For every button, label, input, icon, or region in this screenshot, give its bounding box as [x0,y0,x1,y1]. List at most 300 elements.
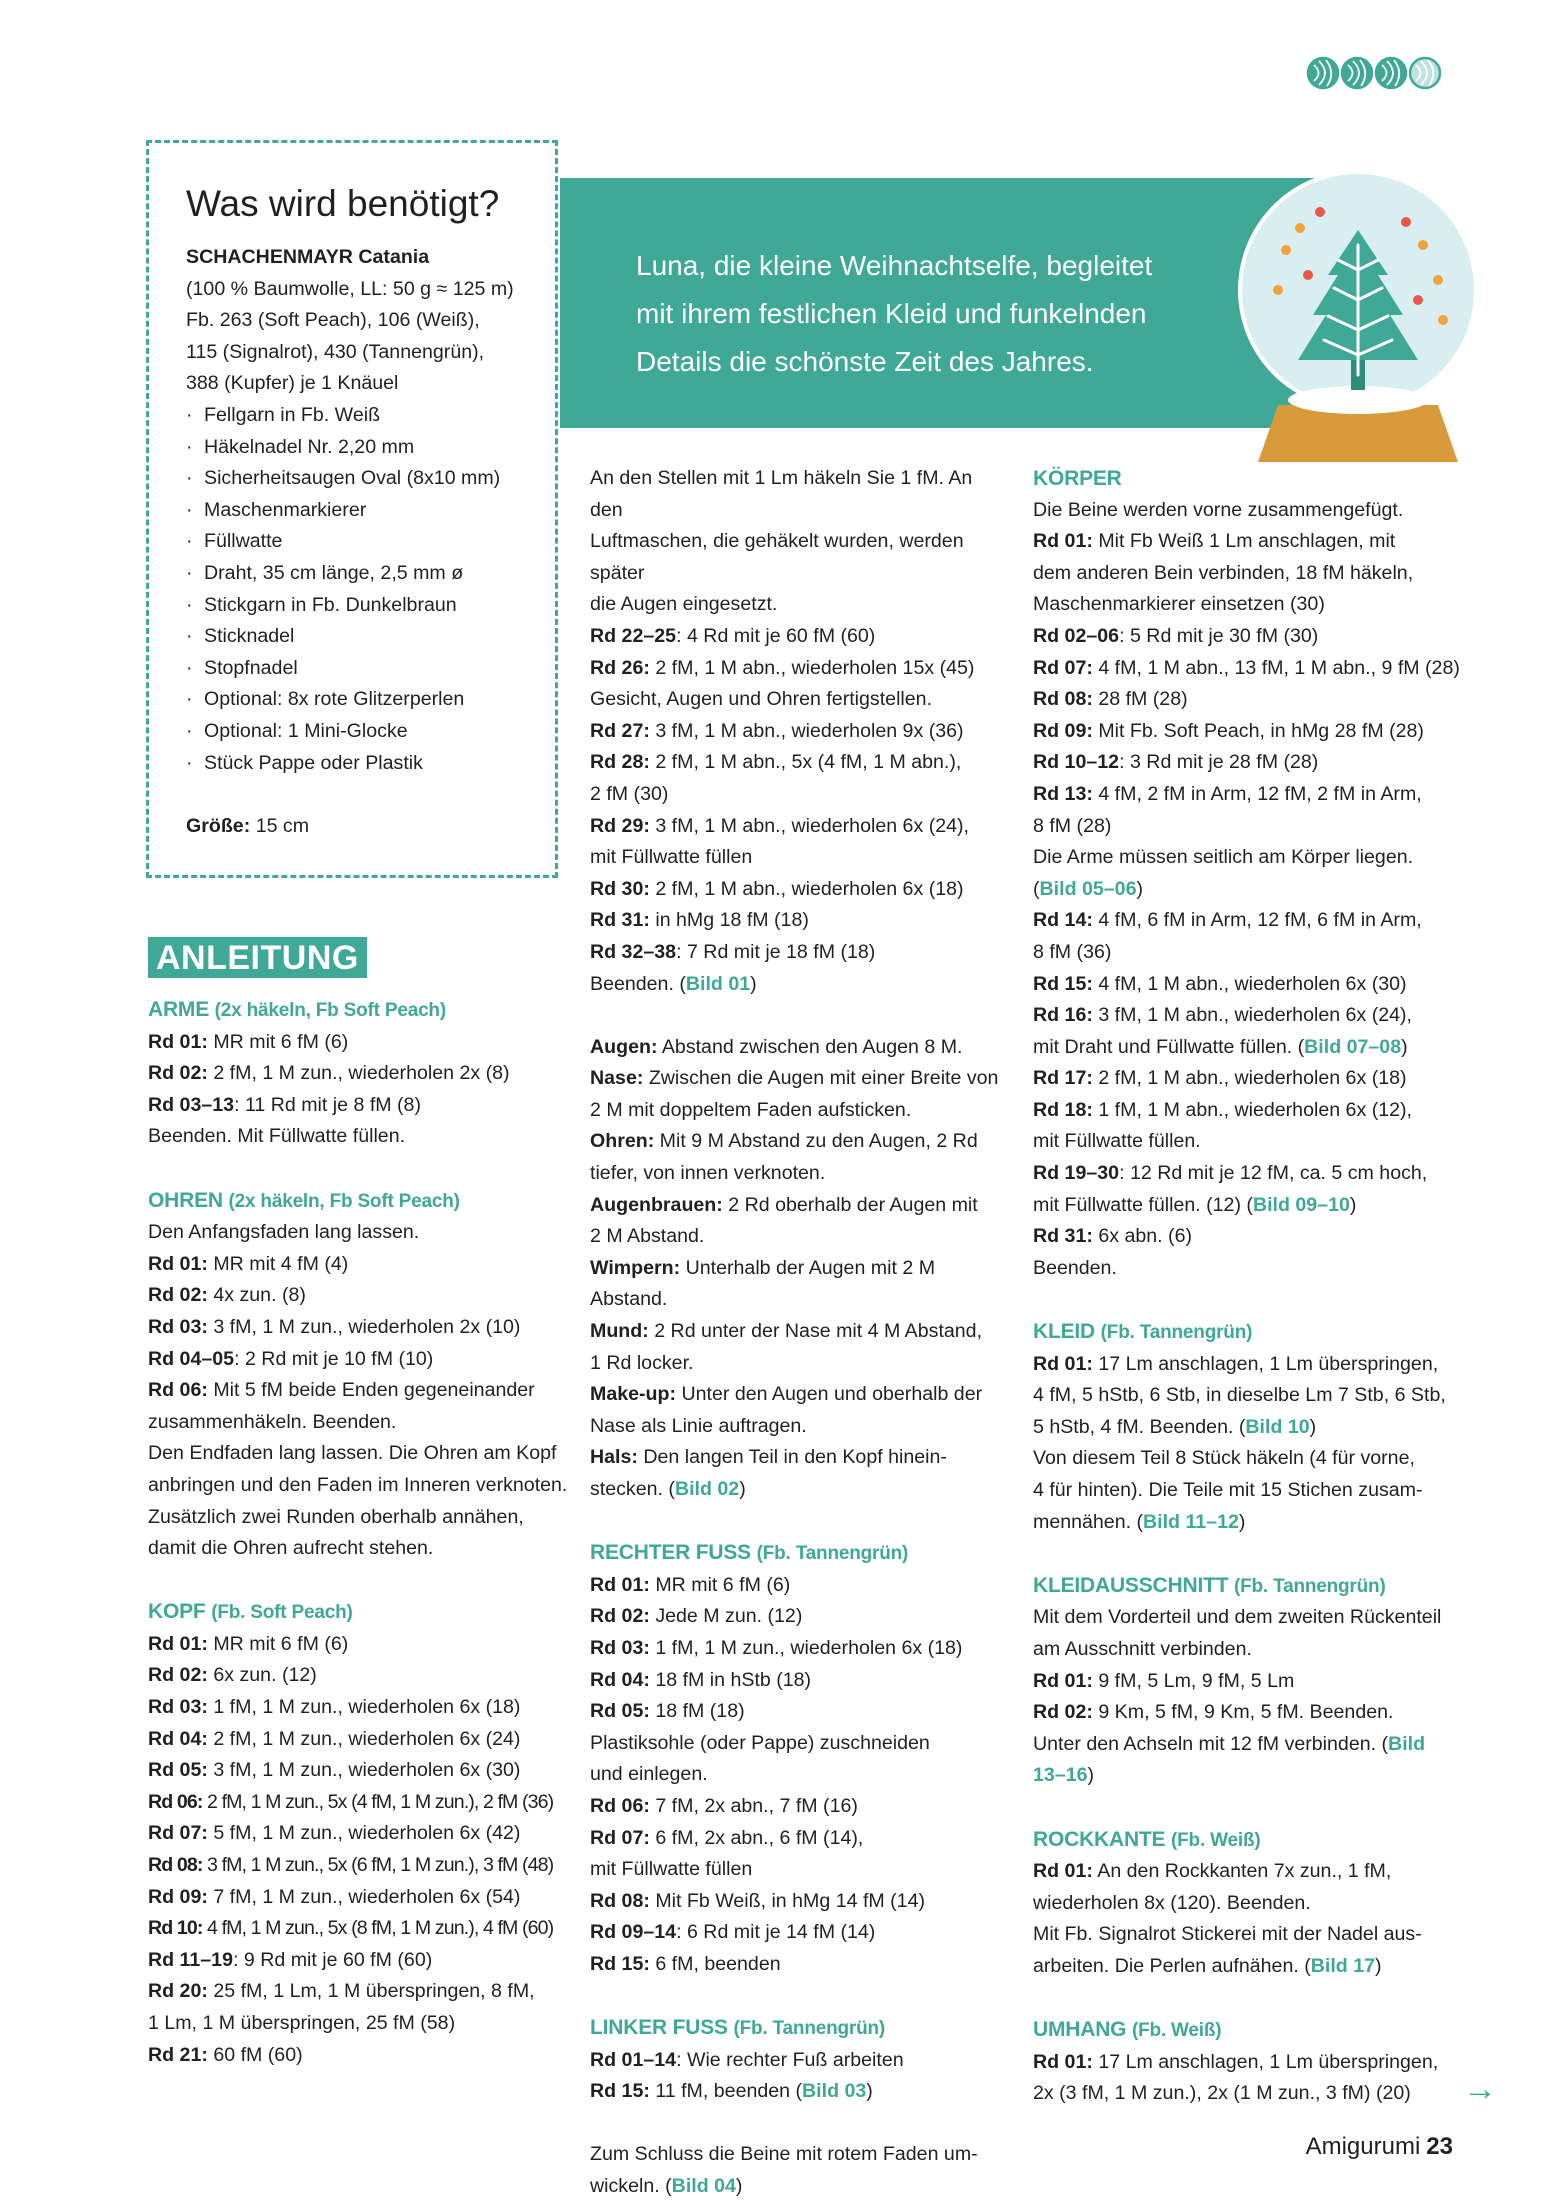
material-item: · Sicherheitsaugen Oval (8x10 mm) [186,463,546,495]
row-label: Rd 17: [1033,1067,1093,1090]
row-label: Rd 03: [148,1696,208,1719]
instruction-row [1033,1634,1463,1666]
instruction-row [1033,589,1463,621]
instruction-row [1033,1349,1463,1381]
row-after: ) [1349,1193,1357,1216]
instructions-heading: ANLEITUNG [148,937,367,978]
row-label: Rd 32–38 [590,940,677,963]
spacer [148,1565,568,1597]
row-text: Luftmaschen, die gehäkelt wurden, werden später [590,530,964,584]
row-text: 2 fM, 1 M abn., wiederholen 15x (45) [649,656,975,679]
instruction-row [148,1312,568,1344]
row-label: Rd 06: [148,1790,203,1813]
row-text: mennähen. ( [1033,1510,1144,1533]
row-label: Rd 13: [1033,782,1093,805]
material-item: · Füllwatte [186,526,546,558]
picture-ref: Bild 01 [685,972,751,995]
koerper-title: KÖRPER [1033,467,1122,490]
instruction-row [148,1407,568,1439]
instruction-row [590,1474,1010,1506]
instruction-row [590,1570,1010,1602]
instruction-row [1033,684,1463,716]
row-label: Rd 29: [590,814,650,837]
row-label: Rd 16: [1033,1004,1093,1027]
row-text: 4 fM, 5 hStb, 6 Stb, in dieselbe Lm 7 Stb, 6 Stb, [1033,1384,1446,1407]
row-text: 4 fM, 2 fM in Arm, 12 fM, 2 fM in Arm, [1092,782,1422,805]
row-text: 9 Km, 5 fM, 9 Km, 5 fM. Beenden. [1092,1701,1394,1724]
row-label: Mund: [590,1320,649,1343]
instruction-row [590,905,1010,937]
instruction-row [148,1249,568,1281]
spacer [590,1000,1010,1032]
instruction-row [148,2008,568,2040]
instruction-row [148,1787,568,1819]
instruction-row [148,1438,568,1470]
linker-fuss-subtitle: (Fb. Tannengrün) [733,2018,886,2040]
row-label: Rd 21: [148,2043,208,2066]
row-text: 3 fM, 1 M abn., wiederholen 6x (24), [1092,1004,1412,1027]
row-after: ) [1401,1035,1408,1058]
instruction-row [148,1470,568,1502]
yarn-line: 388 (Kupfer) je 1 Knäuel [186,372,399,395]
row-text: 2 Rd unter der Nase mit 4 M Abstand, [648,1320,983,1343]
row-text: : 6 Rd mit je 14 fM (14) [676,1921,876,1944]
instruction-row [1033,1000,1463,1032]
material-item: · Häkelnadel Nr. 2,20 mm [186,432,546,464]
row-text: in hMg 18 fM (18) [649,909,809,932]
material-item: · Stück Pappe oder Plastik [186,748,546,780]
picture-ref: Bild 17 [1310,1954,1376,1977]
row-text: mit Füllwatte füllen [590,1858,753,1881]
row-text: zusammenhäkeln. Beenden. [148,1410,397,1433]
instruction-row [1033,621,1463,653]
row-after: ) [1087,1764,1095,1787]
row-text: MR mit 6 fM (6) [207,1030,349,1053]
page-number: 23 [1426,2133,1453,2160]
instruction-row [1033,1443,1463,1475]
row-text: Jede M zun. (12) [649,1605,803,1628]
spacer [1033,1538,1463,1570]
row-text: : 4 Rd mit je 60 fM (60) [676,624,876,647]
row-label: Rd 22–25 [590,624,677,647]
row-label: Rd 31: [1033,1225,1093,1248]
instruction-row [148,1533,568,1565]
row-text: : 5 Rd mit je 30 fM (30) [1119,624,1319,647]
row-label: Rd 02: [148,1284,208,1307]
row-label: Rd 30: [590,877,650,900]
row-label: Rd 01: [148,1632,208,1655]
row-label: Rd 06: [590,1794,650,1817]
instruction-row [1033,495,1463,527]
kleidausschnitt-title: KLEIDAUSSCHNITT [1033,1573,1229,1597]
row-text: Mit Fb Weiß 1 Lm anschlagen, mit [1092,530,1396,553]
ohren-title: OHREN [148,1188,223,1212]
linker-fuss-heading [590,2012,1010,2045]
instruction-row [148,1217,568,1249]
row-label: Rd 07: [148,1822,208,1845]
row-label: Rd 03: [590,1636,650,1659]
instruction-row [590,1253,1010,1316]
row-text: 2 fM, 1 M zun., wiederholen 6x (24) [207,1727,521,1750]
row-text: 3 fM, 1 M abn., wiederholen 9x (36) [649,719,964,742]
picture-ref: 13–16 [1033,1764,1088,1787]
instruction-row [590,811,1010,843]
row-text: 1 Lm, 1 M überspringen, 25 fM (58) [148,2012,456,2034]
row-text: Zum Schluss die Beine mit rotem Faden um- [590,2143,978,2166]
arme-heading [148,994,568,1027]
row-label: Rd 07: [590,1826,650,1849]
row-label: Rd 04: [590,1668,650,1691]
instruction-row [590,1886,1010,1918]
kleidausschnitt-subtitle: (Fb. Tannengrün) [1233,1575,1386,1597]
row-text: Nase als Linie auftragen. [590,1414,807,1437]
instruction-row [148,1058,568,1090]
picture-ref: Bild 03 [802,2080,867,2103]
instruction-row [590,1095,1010,1127]
row-after: ) [1238,1510,1246,1533]
kopf-subtitle: (Fb. Soft Peach) [211,1602,353,1624]
row-text: MR mit 6 fM (6) [207,1632,349,1655]
materials-list [186,400,546,779]
row-after: ) [739,1478,746,1500]
row-label: Rd 01: [1033,1669,1093,1692]
size-value: 15 cm [255,814,310,837]
instruction-row [148,1755,568,1787]
instruction-row [148,1344,568,1376]
yarn-brand: SCHACHENMAYR Catania [186,246,430,268]
row-text: 6 fM, 2x abn., 6 fM (14), [649,1826,864,1849]
row-label: Rd 01: [1033,2050,1093,2073]
picture-ref: Bild 07–08 [1304,1035,1402,1058]
instruction-row [1033,1729,1463,1761]
row-text: Die Beine werden vorne zusammengefügt. [1033,498,1404,521]
instruction-row [590,1854,1010,1886]
instruction-row [590,747,1010,779]
rockkante-subtitle: (Fb. Weiß) [1171,1829,1261,1851]
row-text: 4 fM, 6 fM in Arm, 12 fM, 6 fM in Arm, [1092,909,1422,932]
row-text: 4x zun. (8) [207,1284,306,1307]
instruction-row [1033,874,1463,906]
row-text: 2 fM, 1 M abn., wiederholen 6x (18) [1092,1067,1407,1090]
row-after: ) [750,972,757,995]
row-text: Mit Fb. Soft Peach, in hMg 28 fM (28) [1092,719,1424,742]
instruction-row [590,1442,1010,1474]
row-text: Unter den Achseln mit 12 fM verbinden. ( [1033,1732,1389,1755]
row-text: 2 fM, 1 M abn., 5x (4 fM, 1 M abn.), [649,751,962,774]
instruction-row [590,779,1010,811]
row-text: 18 fM in hStb (18) [649,1668,812,1691]
instruction-row [1033,1126,1463,1158]
row-text: Mit Fb Weiß, in hMg 14 fM (14) [649,1889,925,1912]
instruction-row [148,1027,568,1059]
rechter-fuss-subtitle: (Fb. Tannengrün) [756,1543,909,1565]
instruction-row [590,1379,1010,1411]
row-text: Maschenmarkierer einsetzen (30) [1033,593,1325,616]
instruction-row [148,1913,568,1945]
spacer [1033,1792,1463,1824]
instruction-row [148,1502,568,1534]
picture-ref: Bild 04 [671,2175,736,2198]
instruction-row [1033,1221,1463,1253]
instruction-row [590,1665,1010,1697]
row-text: 9 fM, 5 Lm, 9 fM, 5 Lm [1092,1669,1295,1692]
kopf-heading [148,1596,568,1629]
instruction-row [590,1190,1010,1222]
instruction-row [590,1917,1010,1949]
row-label: Rd 04: [148,1727,208,1750]
instruction-row [590,1032,1010,1064]
row-text: 4 für hinten). Die Teile mit 15 Stichen zusam- [1033,1479,1423,1501]
instruction-row [590,1728,1010,1760]
row-text: 3 fM, 1 M abn., wiederholen 6x (24), [649,814,969,837]
row-label: Rd 04–05 [148,1347,235,1370]
row-text: 5 fM, 1 M zun., wiederholen 6x (42) [207,1822,521,1845]
row-text: 2 M mit doppeltem Faden aufsticken. [590,1098,912,1121]
row-after: ) [1136,877,1143,900]
intro-line: mit ihrem festlichen Kleid und funkelnden [636,298,1147,329]
row-label: Rd 02: [1033,1701,1093,1724]
next-page-arrow-icon: → [1463,2070,1497,2108]
row-text: An den Rockkanten 7x zun., 1 fM, [1092,1860,1392,1883]
picture-ref: Bild 10 [1245,1415,1310,1438]
instruction-row [148,2040,568,2072]
row-label: Augenbrauen: [590,1193,723,1216]
instruction-row [590,526,1010,589]
material-item: · Maschenmarkierer [186,495,546,527]
row-label: Rd 01: [590,1573,650,1596]
row-text: 17 Lm anschlagen, 1 Lm überspringen, [1092,2050,1439,2073]
instruction-row [1033,1063,1463,1095]
instruction-row [1033,1919,1463,1951]
row-label: Rd 02–06 [1033,624,1120,647]
row-text: und einlegen. [590,1763,708,1786]
row-label: Rd 01: [1033,1352,1093,1375]
row-label: Rd 15: [1033,972,1093,995]
instruction-row [590,684,1010,716]
row-text: Den Anfangsfaden lang lassen. [148,1221,420,1244]
row-label: Rd 20: [148,1980,208,2003]
instruction-row [590,1633,1010,1665]
row-text: wiederholen 8x (120). Beenden. [1033,1891,1311,1914]
kleid-title: KLEID [1033,1320,1096,1344]
instruction-row [590,1759,1010,1791]
yarn-line: Fb. 263 (Soft Peach), 106 (Weiß), [186,309,480,332]
picture-ref: Bild [1388,1732,1426,1755]
instruction-row [1033,811,1463,843]
row-text: 1 fM, 1 M zun., wiederholen 6x (18) [649,1636,963,1659]
row-text: Beenden. [1033,1256,1117,1279]
row-label: Rd 08: [590,1889,650,1912]
row-text: anbringen und den Faden im Inneren verknoten. [148,1473,568,1496]
instruction-row [590,1158,1010,1190]
row-text: 28 fM (28) [1092,688,1188,711]
row-text: die Augen eingesetzt. [590,593,778,616]
row-text: 2 fM, 1 M zun., wiederholen 2x (8) [207,1062,510,1085]
row-text: Den langen Teil in den Kopf hinein- [637,1446,947,1469]
kleidausschnitt-heading [1033,1570,1463,1603]
row-text: MR mit 6 fM (6) [649,1573,791,1596]
row-label: Rd 01: [148,1030,208,1053]
instruction-row [1033,716,1463,748]
instruction-row [590,874,1010,906]
row-text: 3 fM, 1 M zun., 5x (6 fM, 1 M zun.), 3 fM (48) [202,1854,554,1877]
material-item: · Sticknadel [186,621,546,653]
kopf-title: KOPF [148,1600,206,1624]
row-label: Rd 05: [590,1700,650,1723]
materials-content [186,180,546,842]
instruction-row [590,1823,1010,1855]
row-label: Rd 19–30 [1033,1162,1120,1185]
instruction-row [590,1601,1010,1633]
row-text: Plastiksohle (oder Pappe) zuschneiden [590,1731,930,1754]
kleid-subtitle: (Fb. Tannengrün) [1100,1322,1253,1344]
row-label: Rd 02: [148,1062,208,1085]
instruction-row [590,2045,1010,2077]
rechter-fuss-title: RECHTER FUSS [590,1541,751,1565]
picture-ref: Bild 11–12 [1143,1510,1239,1533]
row-text: : 2 Rd mit je 10 fM (10) [234,1347,434,1370]
row-label: Rd 31: [590,909,650,932]
yarn-details [186,274,546,400]
row-label: Rd 08: [148,1854,203,1877]
row-label: Rd 28: [590,751,650,774]
yarn-balls-decoration [1306,55,1446,91]
rockkante-heading [1033,1824,1463,1857]
row-text: : 3 Rd mit je 28 fM (28) [1119,751,1319,774]
intro-line: Details die schönste Zeit des Jahres. [636,346,1094,377]
instruction-row [1033,747,1463,779]
row-text: Mit Fb. Signalrot Stickerei mit der Nadel aus- [1033,1923,1422,1946]
row-label: Rd 14: [1033,909,1093,932]
instruction-row [148,1692,568,1724]
instruction-row [1033,1095,1463,1127]
intro-text [636,242,1256,386]
row-label: Rd 01: [1033,1860,1093,1883]
row-label: Nase: [590,1067,644,1090]
instruction-row [1033,1253,1463,1285]
column-3 [1033,463,1463,2110]
instruction-row [590,2139,1010,2171]
spacer [148,1153,568,1185]
row-text: Zusätzlich zwei Runden oberhalb annähen, [148,1505,524,1528]
row-text: Beenden. Mit Füllwatte füllen. [148,1125,406,1148]
instruction-row [1033,558,1463,590]
row-after: ) [1375,1954,1382,1977]
row-label: Rd 01: [148,1252,208,1275]
instruction-row [1033,1190,1463,1222]
linker-fuss-title: LINKER FUSS [590,2016,728,2040]
row-text: dem anderen Bein verbinden, 18 fM häkeln, [1033,561,1414,584]
material-item: · Optional: 8x rote Glitzerperlen [186,684,546,716]
instruction-row [590,2076,1010,2108]
row-text: 3 fM, 1 M zun., wiederholen 2x (10) [207,1315,521,1338]
instruction-row [590,1063,1010,1095]
rockkante-title: ROCKKANTE [1033,1827,1166,1851]
umhang-subtitle: (Fb. Weiß) [1131,2020,1222,2042]
row-text: 2x (3 fM, 1 M zun.), 2x (1 M zun., 3 fM) (20) [1033,2082,1411,2105]
row-text: 2 fM, 1 M zun., 5x (4 fM, 1 M zun.), 2 fM (36) [202,1790,554,1813]
row-label: Rd 03–13 [148,1093,235,1116]
instruction-row [1033,842,1463,874]
row-text: ( [1033,877,1040,900]
row-label: Rd 01–14 [590,2048,677,2071]
instruction-row [1033,1602,1463,1634]
picture-ref: Bild 09–10 [1252,1193,1350,1216]
ohren-subtitle: (2x häkeln, Fb Soft Peach) [228,1190,460,1212]
row-text: Gesicht, Augen und Ohren fertigstellen. [590,688,933,711]
instruction-row [1033,1475,1463,1507]
row-text: tiefer, von innen verknoten. [590,1162,826,1185]
instruction-row [590,937,1010,969]
row-label: Rd 09: [148,1885,208,1908]
row-text: 2 Rd oberhalb der Augen mit [722,1193,978,1216]
arme-subtitle: (2x häkeln, Fb Soft Peach) [214,1000,446,1021]
row-label: Rd 07: [1033,656,1093,679]
row-label: Augen: [590,1035,658,1058]
snow-globe-illustration [1238,150,1478,470]
row-label: Rd 03: [148,1315,208,1338]
instruction-row [1033,653,1463,685]
umhang-heading [1033,2014,1463,2047]
row-label: Rd 09–14 [590,1921,677,1944]
row-text: 4 fM, 1 M abn., wiederholen 6x (30) [1092,972,1407,995]
material-item: · Stickgarn in Fb. Dunkelbraun [186,590,546,622]
row-text: 8 fM (36) [1033,940,1112,963]
row-text: : 11 Rd mit je 8 fM (8) [234,1093,421,1116]
instruction-row [1033,1951,1463,1983]
row-text: 7 fM, 1 M zun., wiederholen 6x (54) [207,1885,521,1908]
row-text: Mit 5 fM beide Enden gegeneinander [207,1379,535,1402]
column-2 [590,463,1010,2203]
ohren-heading [148,1185,568,1218]
row-text: mit Füllwatte füllen. [1033,1130,1201,1153]
instruction-row [1033,1666,1463,1698]
row-text: 6x abn. (6) [1092,1225,1192,1248]
row-text: arbeiten. Die Perlen aufnähen. ( [1033,1954,1311,1977]
row-text: : 7 Rd mit je 18 fM (18) [676,940,876,963]
arme-title: ARME [148,998,210,1021]
material-item: · Stopfnadel [186,653,546,685]
instruction-row [590,1126,1010,1158]
instruction-row [590,1696,1010,1728]
row-text: : 9 Rd mit je 60 fM (60) [232,1948,433,1971]
row-text: 6x zun. (12) [207,1664,317,1687]
row-text: 4 fM, 1 M abn., 13 fM, 1 M abn., 9 fM (28) [1092,656,1460,679]
instruction-row [1033,2047,1463,2079]
instruction-row [590,1791,1010,1823]
row-label: Rd 15: [590,2080,650,2103]
row-text: mit Füllwatte füllen [590,846,753,869]
instruction-row [1033,1380,1463,1412]
column-1 [148,994,568,2071]
instruction-row [148,1724,568,1756]
instruction-row [590,463,1010,526]
instruction-row [1033,969,1463,1001]
row-text: MR mit 4 fM (4) [207,1252,349,1275]
instruction-row [148,1660,568,1692]
umhang-title: UMHANG [1033,2018,1127,2042]
instruction-row [1033,1760,1463,1792]
row-text: 1 fM, 1 M abn., wiederholen 6x (12), [1092,1098,1412,1121]
row-text: 5 hStb, 4 fM. Beenden. ( [1033,1415,1246,1438]
instruction-row [1033,1697,1463,1729]
row-text: 6 fM, beenden [649,1952,781,1975]
row-label: Rd 09: [1033,719,1093,742]
row-text: 3 fM, 1 M zun., wiederholen 6x (30) [207,1759,521,1782]
row-label: Make-up: [590,1383,677,1406]
row-text: An den Stellen mit 1 Lm häkeln Sie 1 fM. An den [590,467,973,521]
instruction-row [1033,1507,1463,1539]
